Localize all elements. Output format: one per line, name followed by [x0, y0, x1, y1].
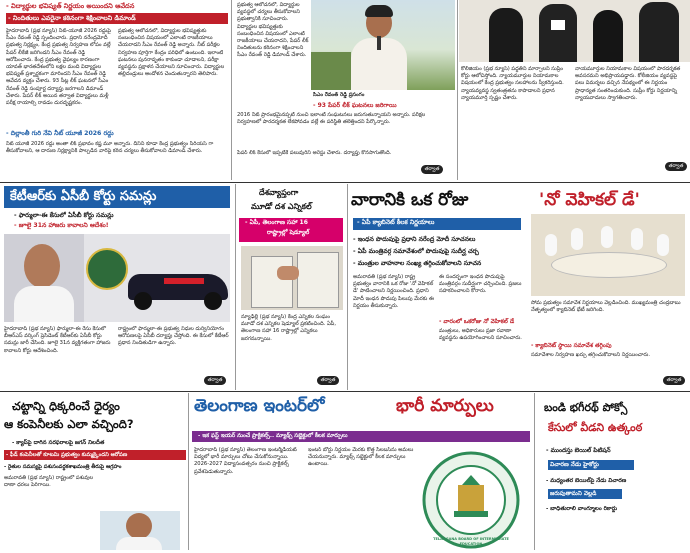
article-body-col3: సోమ ప్రభుత్వం సమావేశ నిర్ణయాలు వెల్లడించింది. ముఖ్యమంత్రి చంద్రబాబు నేతృత్వంలో క్యాబినెట్ భేటీ జరిగింది.	[531, 300, 681, 314]
board-logo	[422, 451, 520, 549]
head-1: చట్టాన్ని ధిక్కరించే ధైర్యం	[12, 399, 120, 413]
judge-figure	[639, 2, 679, 62]
race-car-stripe	[164, 278, 204, 284]
article-body-2: మంత్రులు, అధికారులు ప్రజా రవాణా వ్యవస్థను ఉపయోగించాలని సూచించారు.	[439, 328, 522, 342]
article-body: న్యూఢిల్లీ (ప్రభ న్యూస్) కేంద్ర ఎన్నికల సంఘం మూడో దశ ఎన్నికల షెడ్యూల్ ప్రకటించింది. ఏపీ, తెలంగాణ సహా 16 రాష్ట్రాల్లో ఎన్నికలు జరగనున్నాయి.	[241, 314, 336, 342]
headline-2: - నిందితులు ఎవరైనా కఠినంగా శిక్షించాలని డిమాండ్	[8, 14, 136, 22]
bullet-5: - బాధితురాలి వాంగ్మూలం రికార్డు	[546, 506, 618, 512]
elections-header-2: మూడో దశ ఎన్నికల్	[251, 202, 312, 211]
elections-sub-1: - ఏపీ, తెలంగాణ సహా 16	[245, 219, 308, 226]
article-body-col2: నాయమూర్తుల నియామకాల విషయంలో పారదర్శకత అవసరమని అభిప్రాయపడ్డారు. కోలీజియం వ్యవస్థపై పలు విమర్శలు వచ్చిన నేపథ్యంలో ఈ నిర్ణయం ప్రాధాన్యత సంతరించుకుంది. సుప్రీం కోర్టు నిర్ణయాన్ని న్యాయవాదులు స్వాగతించారు.	[575, 66, 681, 101]
bullet-2: - ఫీడ్ కంపెనీలతో కూటమి ప్రభుత్వం కుమ్మక్కైందని ఆరోపణ	[6, 452, 128, 458]
bullet-2: విచారణ నేడు హైకోర్టు	[550, 462, 599, 468]
board-seal-icon	[422, 451, 520, 549]
bullet-3: - మధ్యంతర బెయిల్‌పై నేడు విచారణ	[546, 478, 627, 484]
section-divider	[0, 391, 690, 392]
more-button[interactable]: తర్వాత	[204, 376, 226, 385]
article-body: అమరావతి (ప్రభ న్యూస్) రాష్ట్రంలో పశువుల దాణా ధరలు పెరిగాయి.	[4, 475, 94, 489]
banner-black: వారానికి ఒక రోజు	[351, 190, 469, 210]
telangana-inter-article	[190, 393, 532, 550]
sub-headline: - దిల్లాంతీ గురి నేవి నీట్ యూజీ 2026 రద్దు	[6, 130, 114, 137]
race-car-wheel	[204, 292, 222, 310]
bullet-2: - ఏపీ మంత్రివర్గ సమావేశంలో పొదుపుపై సుదీర్ఘ చర్చ	[353, 248, 479, 255]
article-body-3: సమావేశాల నిర్వహణ ఖర్చు తగ్గించుకోవాలని నిర్ణయించారు.	[531, 352, 650, 358]
more-button[interactable]: తర్వాత	[317, 376, 339, 385]
judge-collar	[551, 20, 565, 30]
bullet-4: జరుపుతామని వెల్లడి	[550, 491, 597, 497]
article-body: అమరావతి (ప్రభ న్యూస్) రాష్ట్ర ప్రభుత్వం వారానికి ఒక రోజు 'నో వెహికల్ డే' పాటించాలని నిర్ణయించింది. ప్రధాని మోదీ ఇంధన పొదుపు పిలుపు మేరకు ఈ నిర్ణయం తీసుకున్నారు.	[353, 274, 435, 309]
head-2: ఆ కంపెనీలకు ఎలా వచ్చింది?	[4, 417, 134, 431]
formula-e-logo	[86, 248, 128, 290]
article-body-2: నీట్ యూజీ 2026 రద్దు అంతా లీక్ ప్రభావం కష్ట మూ అన్నారు. దీనిని కూడా కేంద్ర ప్రభుత్వం సీరియస్ గా తీసుకోవాలని, ఆ దారుణ నిర్లక్ష్యానికి పాల్పడిన వారిపై కఠిన చర్యలు తీసుకోవాలని డిమాండ్ చేశారు.	[6, 141, 214, 155]
jagan-head	[126, 513, 152, 539]
no-vehicle-day-article	[349, 184, 690, 390]
crowd-left	[311, 52, 351, 90]
microphone-icon	[377, 36, 381, 50]
divider	[231, 0, 232, 180]
top-middle-article	[233, 0, 455, 180]
revanth-photo	[311, 0, 455, 90]
article-body: హైదరాబాద్ (ప్రభ న్యూస్) నీట్-యూజీ 2026 రద్దుపై సీఎం రేవంత్ రెడ్డి స్పందించారు. ప్రధాని నరేంద్రమోదీ ప్రభుత్వ నిర్లక్ష్యం, కేంద్ర ప్రభుత్వ నిర్వహణ లోపం వల్లే పేపర్ లీకేజీ జరిగిందని సీఎం రేవంత్ రెడ్డి ఆరోపించారు. కేంద్ర ప్రభుత్వ వైఫల్యం కారణంగా యావత్ భారతదేశంలోని లక్షల మంది విద్యార్థుల భవిష్యత్ ప్రశ్నార్థకంగా మారిందని సీఎం రేవంత్ రెడ్డి ఆవేదన వ్యక్తం చేశారు. 93 సీట్ల లీక్ ఘటనలో సీఎం రేవంత్ రెడ్డి సంపూర్ణ దర్యాప్తు జరగాలని డిమాండ్ చేశారు. పేపర్ లీక్ అయిన తర్వాత విద్యార్థులు మళ్లీ పరీక్ష రాయాల్సి రావడం దురదృష్టకరం.	[6, 28, 111, 107]
banner-blue: తెలంగాణ ఇంటర్‌లో	[194, 396, 325, 416]
meeting-table	[551, 252, 667, 278]
voter-hand	[277, 266, 299, 280]
jagan-photo	[100, 511, 180, 550]
top-right-article	[459, 0, 690, 180]
bullet-1: - ఫార్ములా-ఈ కేసులో ఏసీబీ కోర్టు సమన్లు	[14, 212, 114, 219]
attendee	[631, 228, 643, 250]
speaker-hair	[365, 5, 393, 17]
board-logo-text: TELANGANA BOARD OF INTERMEDIATE EDUCATION	[433, 537, 509, 546]
section-divider	[0, 182, 690, 183]
more-button[interactable]: తర్వాత	[663, 376, 685, 385]
judge-figure	[539, 4, 577, 62]
bullet-1: - ఇంధన పొదుపుపై ప్రధాని నరేంద్ర మోదీ సూచనలు	[353, 236, 476, 243]
bullet-3: - మంత్రుల వాహనాల సంఖ్య తగ్గించుకోవాలని సూచన	[353, 260, 482, 267]
divider	[188, 393, 189, 550]
ktr-race-photo	[4, 234, 230, 322]
article-body-2: 2016 నీట్ ప్రారంభమైనప్పటి నుంచి ఇలాంటి సంఘటనలు జరుగుతున్నాయని అన్నారు. పరీక్షల నిర్వహణలో పారదర్శకత లేకపోవడం వల్లే ఈ పరిస్థితి తలెత్తిందని పేర్కొన్నారు.	[237, 112, 426, 126]
judge-figure	[489, 8, 523, 62]
article-body-col2: ఈ సందర్భంగా ఇంధన పొదుపుపై మంత్రివర్గం సుదీర్ఘంగా చర్చించింది. ప్రజలు సహకరించాలని కోరారు.	[439, 274, 522, 295]
headline-1: - విద్యార్థుల భవిష్యత్ నిర్ణయం అయిందని ఆవేదన	[6, 2, 135, 10]
attendee	[601, 226, 613, 248]
sub-headline-2: - క్యాబినెట్ స్థాయి సమావేశ తగ్గింపు	[531, 343, 612, 349]
ktr-article	[0, 184, 233, 390]
evm-machine	[251, 256, 293, 308]
divider	[235, 184, 236, 390]
jagan-article	[0, 393, 186, 550]
bullet-1: - క్యాప్‌పై దాగిన సరఫరాలపై జగన్ నిలదీత	[12, 440, 105, 446]
elections-article	[237, 184, 345, 390]
article-body-2: రాష్ట్రంలో ఫార్ములా-ఈ ప్రభుత్వ నిధుల దుర్వినియోగం ఆరోపణలపై ఏసీబీ దర్యాప్తు చేస్తోంది. ఈ కేసులో కేటీఆర్ ప్రధాన నిందితుడిగా ఉన్నారు.	[118, 326, 229, 347]
jagan-shirt	[116, 537, 162, 550]
ktr-shirt	[14, 286, 74, 322]
photo-caption: సీఎం రేవంత్ రెడ్డి ప్రసంగం	[313, 92, 365, 98]
cabinet-meeting-photo	[531, 214, 685, 296]
ktr-banner	[4, 186, 230, 208]
head-1: బండి భగీరథ్ పోక్సో	[544, 401, 628, 414]
attendee	[657, 234, 669, 256]
article-body-2: ఇంటర్ బోర్డు నిర్ణయం మేరకు కొత్త సిలబస్‌ను అమలు చేయనున్నారు. మ్యాథ్స్ సబ్జెక్టులో కీలక మార్పులు ఉంటాయి.	[308, 447, 414, 468]
elections-header-1: దేశవ్యాప్తంగా	[259, 188, 299, 197]
race-car-wheel	[134, 292, 152, 310]
article-body-col2: ప్రభుత్వ ఆలోచనలో, విద్యార్థుల భవిష్యత్తుకు సంబంధించిన విషయంలో ఎలాంటి రాజకీయాలు చేయరాదని సీఎం రేవంత్ రెడ్డి అన్నారు. నీట్ పరీక్షల నిర్వహణ పూర్తిగా కేంద్రం పరిధిలో ఉంటుంది. ఇలాంటి ఘటనలు పునరావృతం కాకుండా చూడాలని, పరీక్షా వ్యవస్థను ప్రక్షాళన చేయాలని సూచించారు. విద్యార్థుల తల్లిదండ్రులు ఆందోళన చెందుతున్నారని తెలిపారు.	[118, 28, 225, 78]
banner-red: 'నో వెహికల్ డే'	[539, 190, 640, 210]
article-body: కోలీజియం (ప్రభ న్యూస్) పద్ధతిని మార్చాలని సుప్రీం కోర్టు ఆలోచిస్తోంది. న్యాయమూర్తుల నియామకాల విషయంలో కేంద్ర ప్రభుత్వం సలహాలను స్వీకరిస్తుంది. న్యాయవ్యవస్థ స్వతంత్రతను కాపాడాలని ప్రధాన న్యాయమూర్తి స్పష్టం చేశారు.	[461, 66, 564, 101]
divider	[457, 0, 458, 180]
evm-machine	[297, 252, 339, 308]
evm-photo	[241, 246, 343, 310]
divider	[347, 184, 348, 390]
ktr-head	[24, 244, 60, 288]
more-button[interactable]: తర్వాత	[665, 162, 687, 171]
article-body: హైదరాబాద్ (ప్రభ న్యూస్) ఫార్ములా-ఈ రేసు కేసులో బీఆర్ఎస్ వర్కింగ్ ప్రెసిడెంట్ కేటీఆర్‌కు ఏసీబీ కోర్టు సమన్లు జారీ చేసింది. జూలై 31న వ్యక్తిగతంగా హాజరు కావాలని కోర్టు ఆదేశించింది.	[4, 326, 111, 354]
purple-bar-text: - ఇక ఫస్ట్ ఇయర్ నుంచే ప్రాక్టికల్స్.. మ్యాథ్స్ సబ్జెక్టులో కీలక మార్పులు	[198, 433, 348, 439]
elections-sub-2: రాష్ట్రాల్లో షెడ్యూల్	[267, 229, 310, 236]
article-body-3: పేపర్ లీక్ కేసులో ఇప్పటికే పలువురిని అరెస్టు చేశారు. దర్యాప్తు కొనసాగుతోంది.	[237, 150, 392, 156]
attendee	[571, 228, 583, 250]
sub-headline: - వారంలో ఒకరోజు నో వెహికల్ డే	[439, 319, 515, 325]
ktr-banner-text: కేటీఆర్‌కు ఏసీబీ కోర్టు సమన్లు	[10, 189, 157, 204]
cabinet-box-text: - ఏపీ క్యాబినెట్ కీలక నిర్ణయాలు	[357, 219, 435, 226]
judges-photo	[459, 0, 690, 62]
bullet-2: - జూలై 31న హాజరు కావాలని ఆదేశం!	[14, 222, 109, 229]
attendee	[545, 234, 557, 256]
top-left-article	[0, 0, 230, 180]
article-body: ప్రభుత్వ ఆలోచనలో, విద్యార్థుల వ్యవస్థలో చర్యలు తీసుకోవాలని ప్రభుత్వానికి సూచించారు. విద్యార్థుల భవిష్యత్తుకు సంబంధించిన విషయంలో ఎలాంటి రాజకీయాలు చేయరాదని, పేపర్ లీక్ నిందితులను కఠినంగా శిక్షించాలని సీఎం రేవంత్ రెడ్డి డిమాండ్ చేశారు.	[237, 2, 309, 59]
bullet-1: - ముందస్తు బెయిల్ పిటిషన్	[546, 447, 611, 454]
bullet-3: - రైతుల సమస్యపై పశుసంవర్థకశాఖమంత్రి తీరుపై ఆగ్రహం	[4, 464, 122, 470]
head-2: కేసులో వీడని ఉత్కంఠ	[548, 421, 643, 434]
more-button[interactable]: తర్వాత	[421, 165, 443, 174]
banner-red: భారీ మార్పులు	[396, 396, 494, 416]
article-body: హైదరాబాద్ (ప్రభ న్యూస్) తెలంగాణ ఇంటర్మీడియట్ విద్యలో భారీ మార్పులు చోటు చేసుకోనున్నాయి. 2026-2027 విద్యాసంవత్సరం నుంచి ప్రాక్టికల్స్ ప్రవేశపెడుతున్నారు.	[194, 447, 297, 475]
highlight-subhead: - 93 పేపర్ లీక్ ఘటనలు జరిగాయి	[313, 102, 397, 109]
judge-figure	[593, 10, 623, 62]
bandi-bhagirath-article	[536, 393, 690, 550]
divider	[534, 393, 535, 550]
